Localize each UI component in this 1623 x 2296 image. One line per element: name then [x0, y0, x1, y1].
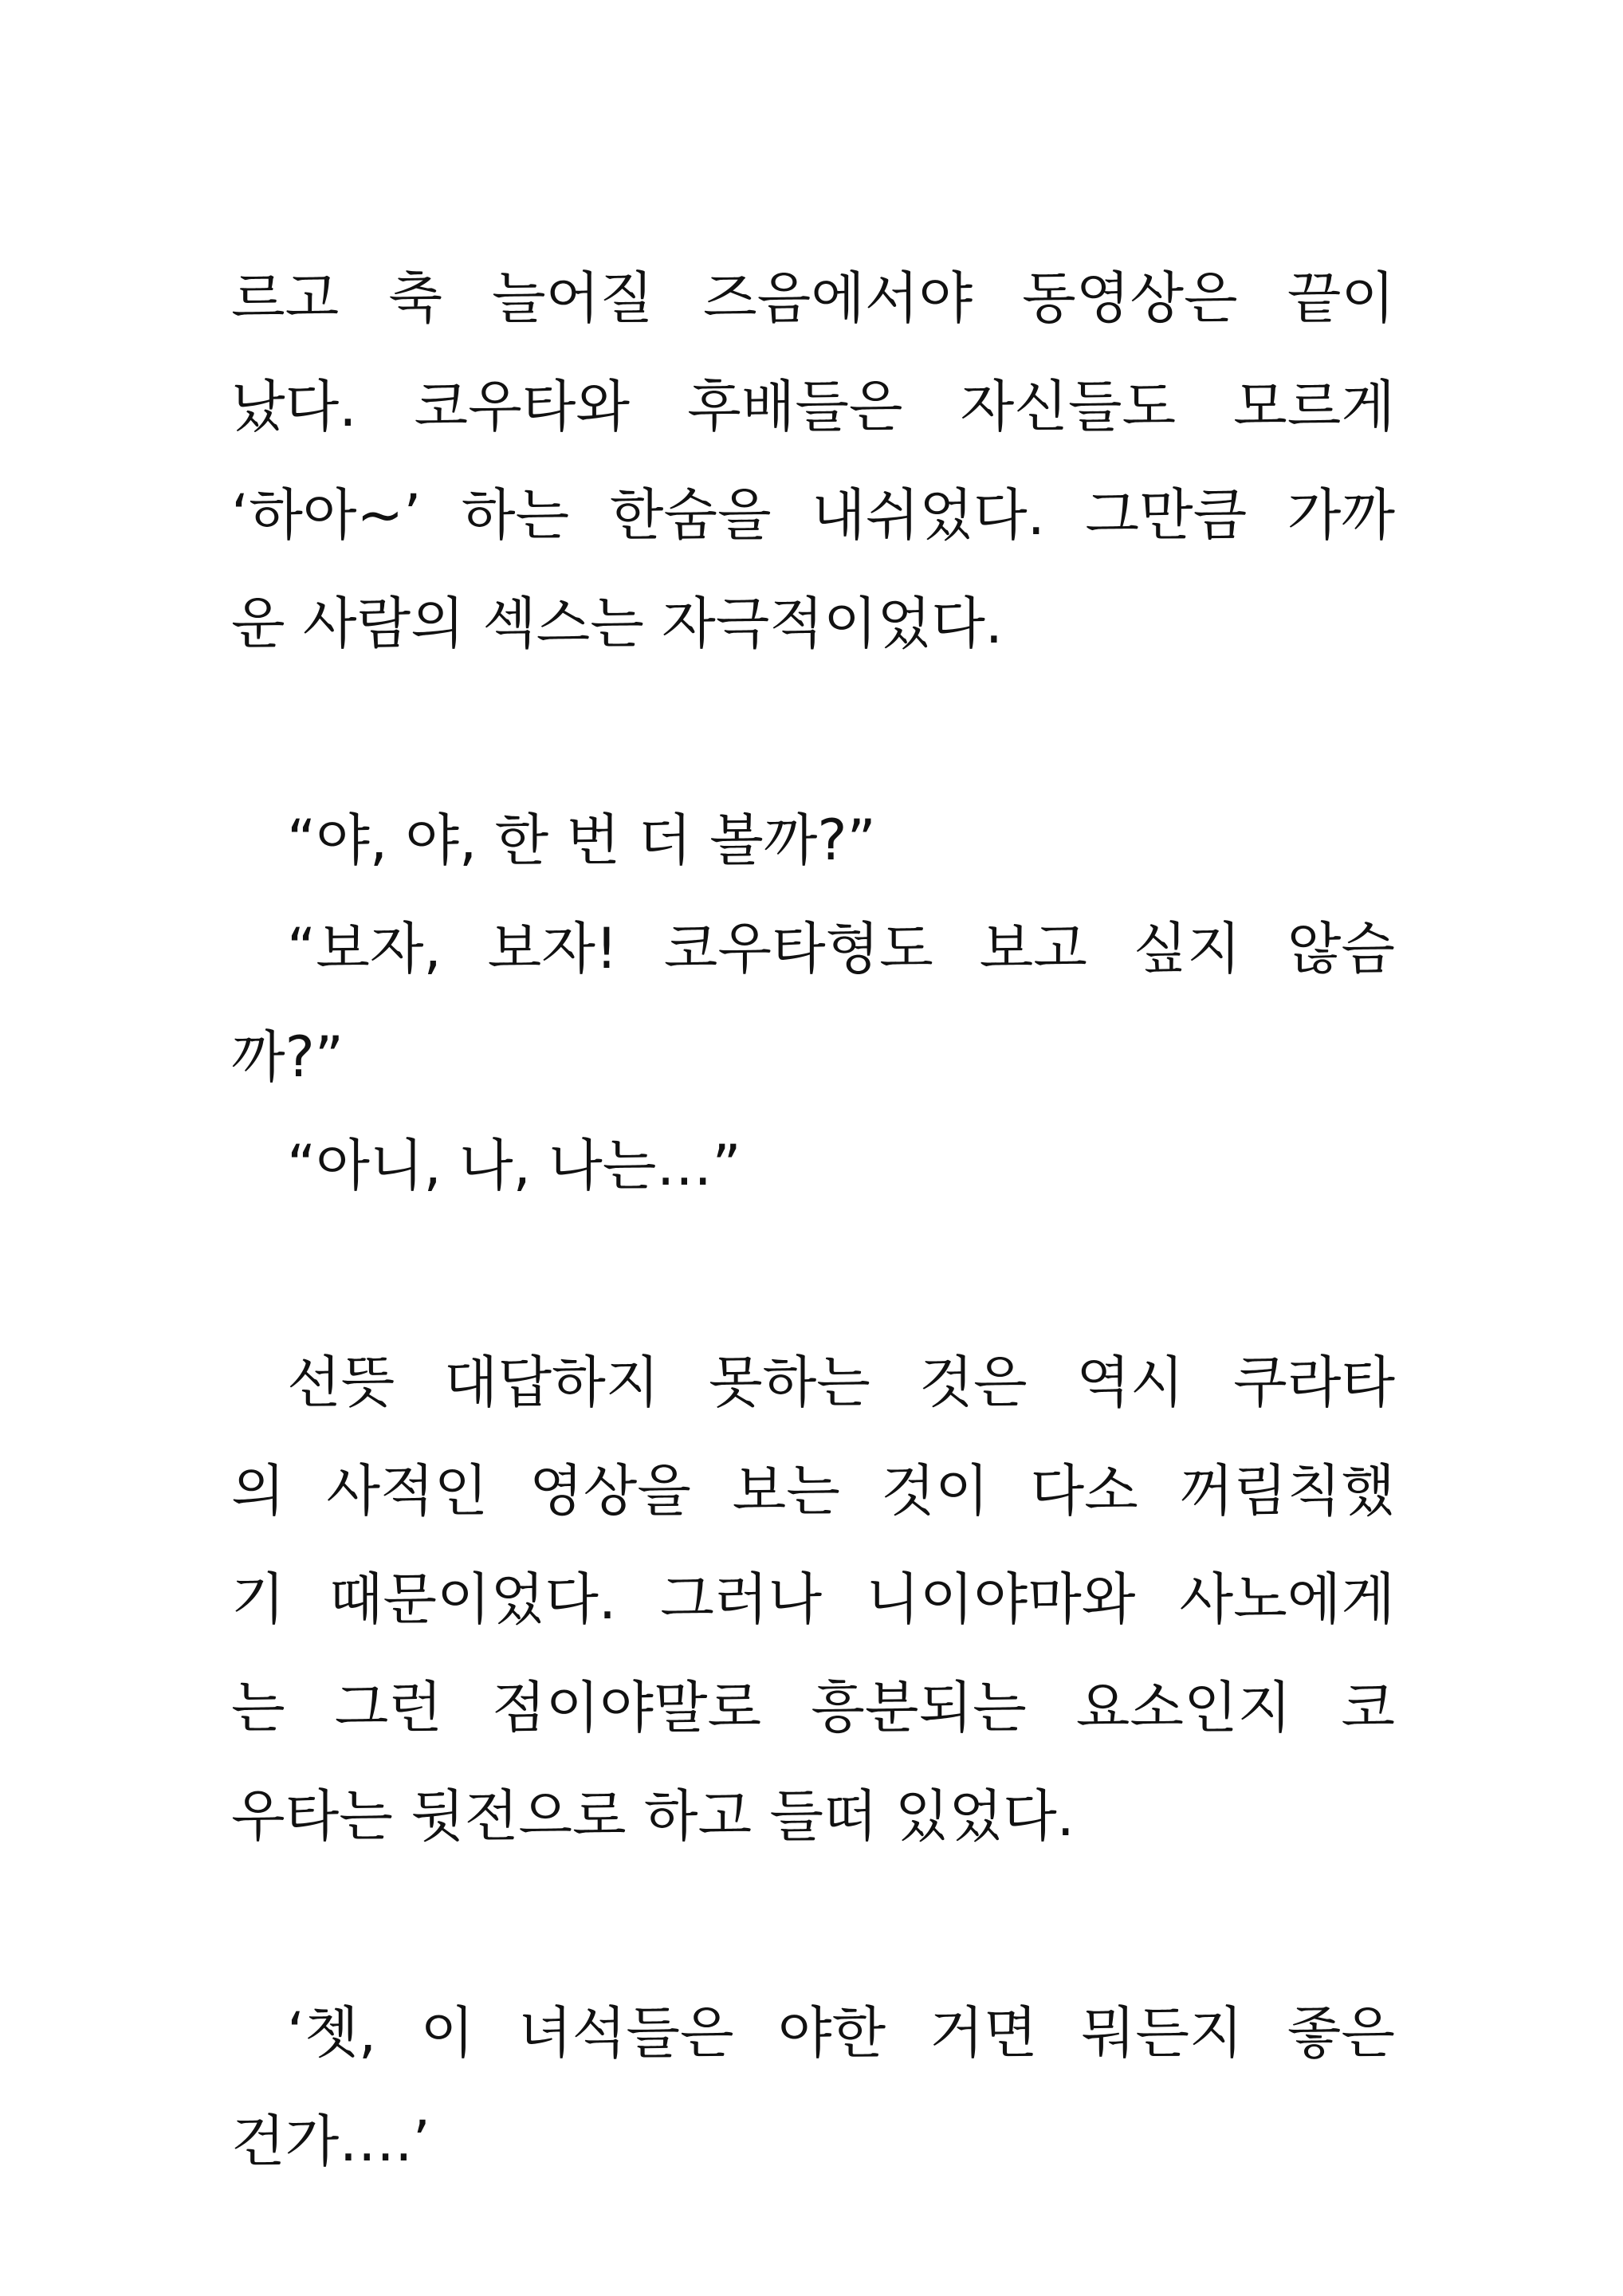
text-line: 났다. 코우타와 후배들은 자신들도 모르게 — [231, 374, 1395, 439]
paragraph-4 — [231, 1979, 1395, 2196]
text-line: 의 사적인 영상을 보는 것이 다소 꺼림칙했 — [231, 1458, 1395, 1523]
paragraph-1 — [231, 244, 1395, 678]
body-text — [231, 244, 1395, 2196]
text-line: 운 사람의 섹스는 자극적이었다. — [231, 591, 1004, 656]
text-line: 우타는 뒷전으로 하고 들떠 있었다. — [231, 1783, 1075, 1849]
text-line: 까?” — [231, 1024, 344, 1090]
text-line: ‘쳇, 이 녀석들은 야한 거면 뭐든지 좋은 — [287, 2000, 1395, 2066]
text-line: ‘하아~’ 하는 한숨을 내쉬었다. 그만큼 가까 — [231, 482, 1395, 548]
text-line: “보자, 보자! 코우타형도 보고 싶지 않슴 — [287, 916, 1395, 981]
text-line: 르고 축 늘어질 즈음에서야 동영상은 끝이 — [231, 265, 1395, 331]
text-line: “아니, 나, 나는…” — [287, 1133, 741, 1198]
text-line: 선뜻 대답하지 못하는 것은 역시 쿠라타 — [287, 1350, 1395, 1415]
text-line: 는 그런 점이야말로 흥분되는 요소인지 코 — [231, 1675, 1395, 1740]
text-line: “야, 야, 한 번 더 볼까?” — [287, 808, 876, 873]
text-line: 기 때문이었다. 그러나 니이야마와 사노에게 — [231, 1567, 1395, 1632]
paragraph-2 — [231, 786, 1395, 1220]
paragraph-gap — [231, 678, 1395, 786]
paragraph-gap — [231, 1870, 1395, 1979]
text-line: 건가….’ — [231, 2109, 430, 2174]
paragraph-3 — [231, 1328, 1395, 1870]
paragraph-gap — [231, 1220, 1395, 1328]
